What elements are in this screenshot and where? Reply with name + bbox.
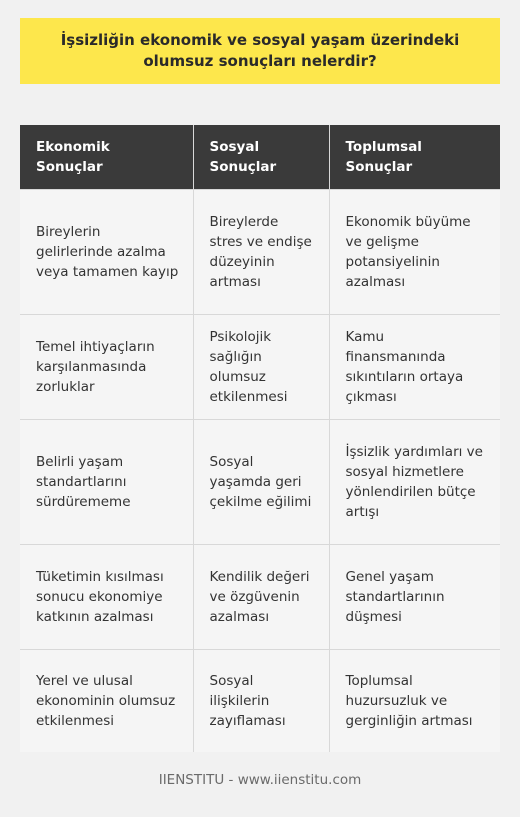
- footer-credit: IIENSTITU - www.iienstitu.com: [158, 772, 362, 788]
- table-cell: Tüketimin kısılması sonucu ekonomiye katkının azalması: [20, 544, 193, 649]
- table-row: [20, 649, 500, 752]
- table-cell: Bireylerin gelirlerinde azalma veya tamamen kayıp: [20, 189, 193, 314]
- table-cell: Ekonomik büyüme ve gelişme potansiyelinin azalması: [329, 189, 500, 314]
- table-row: [20, 189, 500, 314]
- page-title: İşsizliğin ekonomik ve sosyal yaşam üzerindeki olumsuz sonuçları nelerdir?: [60, 31, 460, 70]
- table-cell: Temel ihtiyaçların karşılanmasında zorluklar: [20, 314, 193, 419]
- table-cell: Psikolojik sağlığın olumsuz etkilenmesi: [193, 314, 329, 419]
- table-row: [20, 419, 500, 544]
- table-cell: Toplumsal huzursuzluk ve gerginliğin artması: [329, 649, 500, 752]
- table-cell: Kamu finansmanında sıkıntıların ortaya çıkması: [329, 314, 500, 419]
- title-banner: [20, 18, 500, 84]
- table-header-row: [20, 125, 500, 189]
- table-cell: Genel yaşam standartlarının düşmesi: [329, 544, 500, 649]
- table-cell: Yerel ve ulusal ekonominin olumsuz etkilenmesi: [20, 649, 193, 752]
- header-societal: Toplumsal Sonuçlar: [329, 125, 500, 189]
- table-row: [20, 314, 500, 419]
- header-social: Sosyal Sonuçlar: [193, 125, 329, 189]
- table-cell: Sosyal yaşamda geri çekilme eğilimi: [193, 419, 329, 544]
- table-cell: Belirli yaşam standartlarını sürdürememe: [20, 419, 193, 544]
- table-cell: İşsizlik yardımları ve sosyal hizmetlere yönlendirilen bütçe artışı: [329, 419, 500, 544]
- consequences-table: [20, 125, 500, 752]
- table-cell: Bireylerde stres ve endişe düzeyinin artması: [193, 189, 329, 314]
- table-cell: Kendilik değeri ve özgüvenin azalması: [193, 544, 329, 649]
- table-row: [20, 544, 500, 649]
- table-cell: Sosyal ilişkilerin zayıflaması: [193, 649, 329, 752]
- header-economic: Ekonomik Sonuçlar: [20, 125, 193, 189]
